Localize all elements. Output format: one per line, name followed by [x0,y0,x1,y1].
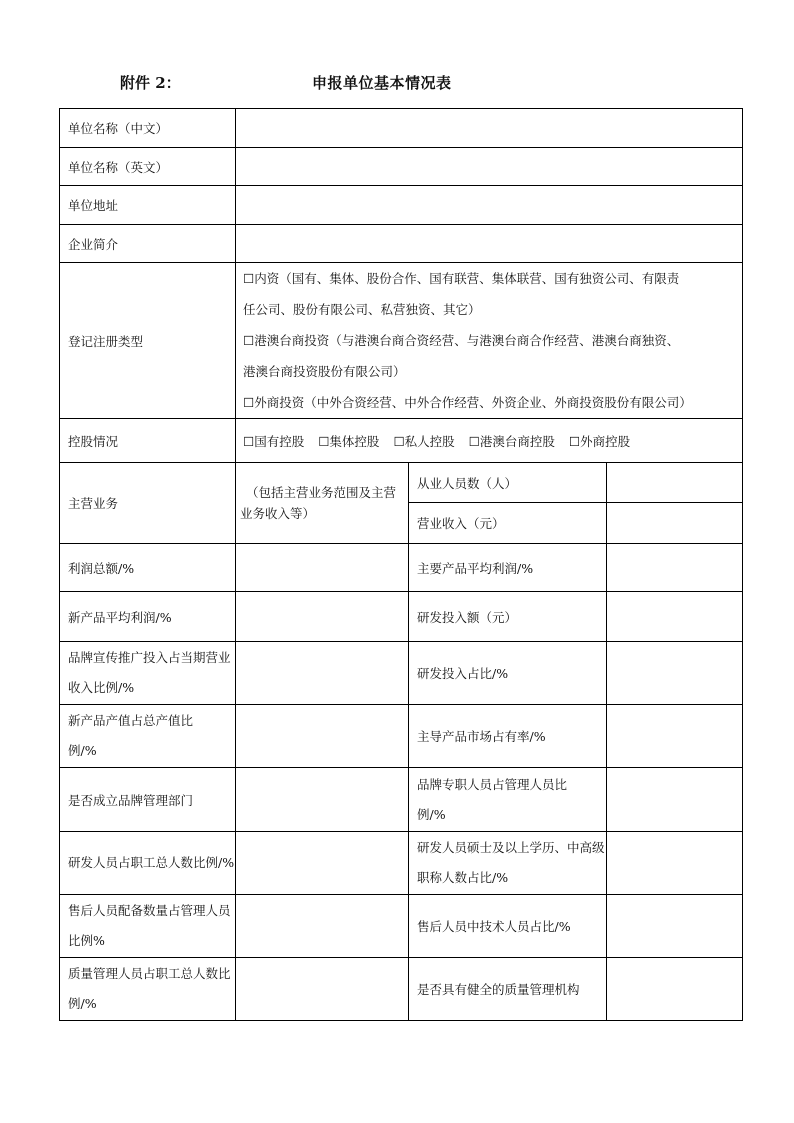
input-pair-right[interactable] [607,768,743,832]
holding-option-collective[interactable]: ☐集体控股 [318,433,380,449]
label-name-en: 单位名称（英文） [60,148,236,186]
input-pair-right[interactable] [607,642,743,705]
table-row [60,148,743,186]
input-pair-right[interactable] [607,592,743,642]
label-pair-right: 主导产品市场占有率/% [409,705,607,768]
table-row [60,592,743,642]
label-holding: 控股情况 [60,419,236,463]
input-pair-right[interactable] [607,958,743,1021]
table-row [60,768,743,832]
label-pair-left: 利润总额/% [60,544,236,592]
holding-options [236,419,743,463]
label-pair-left: 新产品产值占总产值比例/% [60,705,236,768]
table-row [60,642,743,705]
input-pair-right[interactable] [607,832,743,895]
label-pair-left: 是否成立品牌管理部门 [60,768,236,832]
holding-option-private[interactable]: ☐私人控股 [393,433,455,449]
attachment-label: 附件 2： [120,74,181,92]
holding-option-hmt[interactable]: ☐港澳台商控股 [468,433,555,449]
label-pair-left: 质量管理人员占职工总人数比例/% [60,958,236,1021]
input-pair-left[interactable] [236,958,409,1021]
label-intro: 企业简介 [60,225,236,263]
info-form-table [59,108,743,1021]
table-row [60,958,743,1021]
label-reg-type: 登记注册类型 [60,263,236,419]
label-pair-left: 研发人员占职工总人数比例/% [60,832,236,895]
input-employees[interactable] [607,463,743,503]
label-pair-right: 研发投入额（元） [409,592,607,642]
holding-option-state[interactable]: ☐国有控股 [243,433,305,449]
label-pair-right: 研发人员硕士及以上学历、中高级职称人数占比/% [409,832,607,895]
table-row [60,832,743,895]
label-pair-right: 售后人员中技术人员占比/% [409,895,607,958]
page-title: 申报单位基本情况表 [312,74,452,92]
main-business-hint[interactable]: （包括主营业务范围及主营业务收入等） [236,463,409,544]
input-revenue[interactable] [607,503,743,544]
reg-option-hmt[interactable]: ☐港澳台商投资（与港澳台商合资经营、与港澳台商合作经营、港澳台商独资、 [243,333,680,348]
input-pair-right[interactable] [607,544,743,592]
table-row [60,186,743,225]
input-pair-left[interactable] [236,592,409,642]
label-pair-left: 售后人员配备数量占管理人员比例% [60,895,236,958]
input-name-en[interactable] [236,148,743,186]
holding-option-foreign[interactable]: ☐外商控股 [568,433,631,449]
input-name-cn[interactable] [236,109,743,148]
input-pair-left[interactable] [236,832,409,895]
table-row [60,419,743,463]
input-pair-right[interactable] [607,705,743,768]
table-row [60,895,743,958]
input-pair-left[interactable] [236,705,409,768]
label-pair-right: 是否具有健全的质量管理机构 [409,958,607,1021]
input-intro[interactable] [236,225,743,263]
table-row [60,705,743,768]
input-address[interactable] [236,186,743,225]
reg-option-domestic[interactable]: ☐内资（国有、集体、股份合作、国有联营、集体联营、国有独资公司、有限责 [243,271,680,286]
input-pair-left[interactable] [236,544,409,592]
label-pair-right: 主要产品平均利润/% [409,544,607,592]
reg-type-options [236,263,743,419]
input-pair-left[interactable] [236,768,409,832]
table-row [60,109,743,148]
table-row [60,263,743,419]
label-pair-right: 品牌专职人员占管理人员比例/% [409,768,607,832]
table-row [60,463,743,503]
label-main-business: 主营业务 [60,463,236,544]
label-address: 单位地址 [60,186,236,225]
reg-option-domestic-cont: 任公司、股份有限公司、私营独资、其它） [243,302,481,317]
reg-option-hmt-cont: 港澳台商投资股份有限公司） [243,364,406,379]
label-employees: 从业人员数（人） [409,463,607,503]
label-pair-right: 研发投入占比/% [409,642,607,705]
label-pair-left: 新产品平均利润/% [60,592,236,642]
label-name-cn: 单位名称（中文） [60,109,236,148]
input-pair-right[interactable] [607,895,743,958]
reg-option-foreign[interactable]: ☐外商投资（中外合资经营、中外合作经营、外资企业、外商投资股份有限公司） [243,395,692,410]
table-row [60,544,743,592]
table-row [60,225,743,263]
input-pair-left[interactable] [236,895,409,958]
label-revenue: 营业收入（元） [409,503,607,544]
input-pair-left[interactable] [236,642,409,705]
label-pair-left: 品牌宣传推广投入占当期营业收入比例/% [60,642,236,705]
